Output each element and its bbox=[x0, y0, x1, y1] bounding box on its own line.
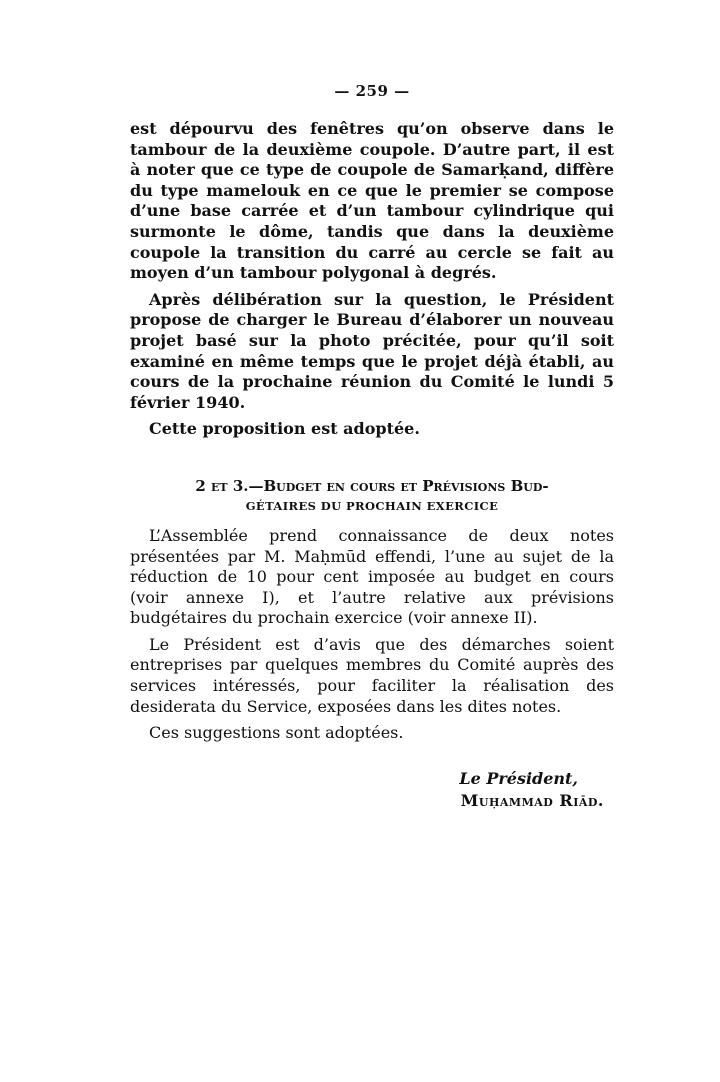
signature-block bbox=[130, 768, 614, 812]
paragraph-continuation: est dépourvu des fenêtres qu’on observe dans le tambour de la deuxième coupole. D’autre part, il est à noter que ce type de coupole de Samarḳand, diffère du type mamelouk en ce que le premier se compose d’une base carrée et d’un tambour cylindrique qui surmonte le dôme, tandis que dans la deuxième coupole la transition du carré au cercle se fait au moyen d’un tambour polygonal à degrés. bbox=[130, 119, 614, 283]
page-number: — 259 — bbox=[334, 82, 410, 100]
section-heading-line-2: GÉTAIRES DU PROCHAIN EXERCICE bbox=[245, 498, 499, 513]
paragraph-proposal: Après délibération sur la question, le Président propose de charger le Bureau d’élaborer un nouveau projet basé sur la photo précitée, pour qu’il soit examiné en même temps que le projet déjà établi, au cours de la prochaine réunion du Comité le lundi 5 février 1940. bbox=[130, 289, 614, 412]
paragraph-suggestions-adopted: Ces suggestions sont adoptées. bbox=[149, 723, 404, 743]
section-heading bbox=[130, 476, 614, 516]
signature-title: Le Président, bbox=[459, 768, 578, 788]
document-page bbox=[130, 82, 614, 812]
paragraph-adopted: Cette proposition est adoptée. bbox=[149, 419, 420, 439]
paragraph-notes: L’Assemblée prend connaissance de deux notes présentées par M. Maḥmūd effendi, l’une au sujet de la réduction de 10 pour cent imposée au budget en cours (voir annexe I), et l’autre relative aux prévisions budgétaires du prochain exercice (voir annexe II). bbox=[130, 525, 614, 628]
signature-name: Muḥammad Riād. bbox=[460, 790, 604, 810]
section-heading-line-1: 2 et 3.—Budget en cours et Prévisions Bud- bbox=[195, 476, 549, 495]
paragraph-president-opinion: Le Président est d’avis que des démarches soient entreprises par quelques membres du Comité auprès des services intéressés, pour faciliter la réalisation des desiderata du Service, exposées dans les dites notes. bbox=[130, 634, 614, 716]
